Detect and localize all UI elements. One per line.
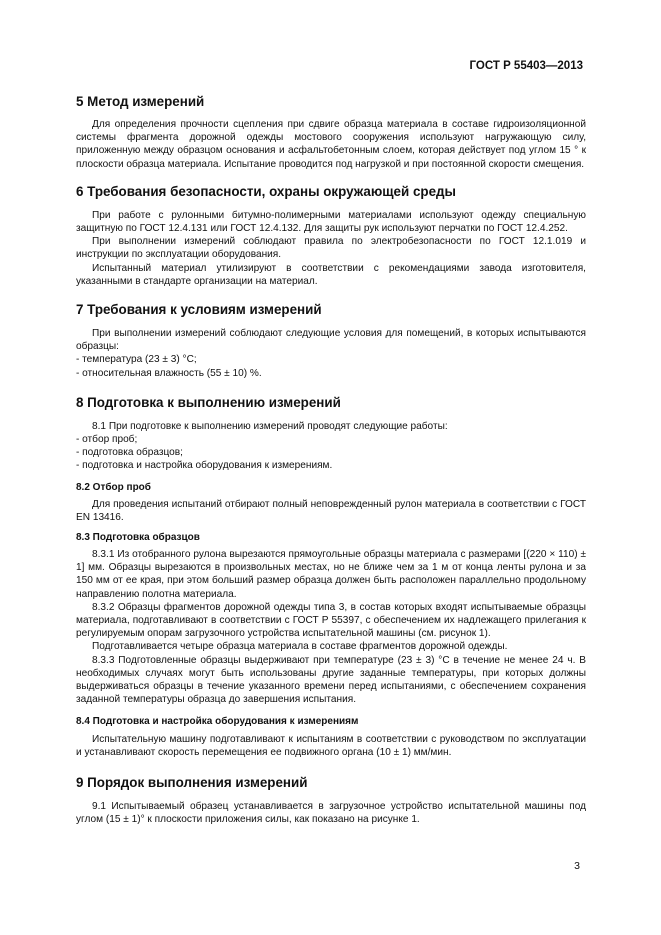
page-number: 3 (574, 860, 580, 872)
section-6-paragraph-2: При выполнении измерений соблюдают правила по электробезопасности по ГОСТ 12.1.019 и инструкции по эксплуатации оборудования. (76, 236, 586, 261)
section-9 (76, 775, 586, 826)
section-6-paragraph-1: При работе с рулонными битумно-полимерными материалами используют одежду специальную защитную по ГОСТ 12.4.131 или ГОСТ 12.4.132. Для защиты рук используют перчатки по ГОСТ 12.4.252. (76, 209, 586, 235)
list-item: - относительная влажность (55 ± 10) %. (76, 367, 262, 379)
section-9-title: 9 Порядок выполнения измерений (76, 774, 308, 790)
section-5-title: 5 Метод измерений (76, 94, 205, 109)
list-item: - подготовка образцов; (76, 447, 183, 459)
section-6-paragraph-3: Испытанный материал утилизируют в соответствии с рекомендациями завода изготовителя, указанными в стандарте организации на материал. (76, 262, 586, 287)
section-7-paragraph: При выполнении измерений соблюдают следующие условия для помещений, в которых испытываются образцы: (76, 328, 586, 353)
page-content (76, 94, 586, 826)
section-8-1-paragraph: 8.1 При подготовке к выполнению измерений проводят следующие работы: (92, 420, 448, 432)
list-item: - температура (23 ± 3) °C; (76, 354, 197, 366)
subsection-8-4-paragraph: Испытательную машину подготавливают к испытаниям в соответствии с руководством по эксплуатации и устанавливают скорость перемещения ее подвижного органа (10 ± 1) мм/мин. (76, 733, 586, 758)
section-7 (76, 302, 586, 380)
list-item: - отбор проб; (76, 434, 138, 446)
section-6-title: 6 Требования безопасности, охраны окружающей среды (76, 183, 456, 199)
subsection-8-4-title: 8.4 Подготовка и настройка оборудования к измерениям (76, 715, 359, 727)
subsection-8-3-3-paragraph: 8.3.3 Подготовленные образцы выдерживают при температуре (23 ± 3) °C в течение не менее 24 ч. В необходимых случаях могут быть использованы другие заданные температуры, при которых должны выдерживаться образцы в течение указанного времени перед испытаниями, с обеспечением сохранения заданной температуры образца до завершения испытания. (76, 654, 586, 706)
section-8-title: 8 Подготовка к выполнению измерений (76, 394, 341, 410)
section-5-paragraph: Для определения прочности сцепления при сдвиге образца материала в составе гидроизоляционной системы фрагмента дорожной одежды мостового сооружения используют нагружающую силу, приложенную между образцом основания и асфальтобетонным слоем, которая действует под углом 15 ° к плоскости образца материала. Испытание проводится под нагрузкой и при постоянной скорости смещения. (76, 119, 586, 170)
subsection-8-3-2-note: Подготавливается четыре образца материала в составе фрагментов дорожной одежды. (92, 641, 508, 653)
list-item: - подготовка и настройка оборудования к измерениям. (76, 460, 333, 472)
subsection-8-3-1-paragraph: 8.3.1 Из отобранного рулона вырезаются прямоугольные образцы материала с размерами [(220 × 110) ± 1] мм. Образцы вырезаются в произвольных местах, но не ближе чем за 1 м от конца ленты рулона и за 150 мм от ее края, при этом больший размер образца должен быть расположен параллельно продольному направлению полотна материала. (76, 549, 586, 600)
section-7-title: 7 Требования к условиям измерений (76, 302, 322, 318)
section-5 (76, 94, 586, 171)
subsection-8-3-title: 8.3 Подготовка образцов (76, 532, 200, 544)
subsection-8-3-2-paragraph: 8.3.2 Образцы фрагментов дорожной одежды типа 3, в состав которых входят испытываемые образцы материала, подготавливают в соответствии с ГОСТ Р 55397, с обеспечением их надлежащего прилегания к регулируемым опорам загрузочного устройства испытательной машины (см. рисунок 1). (76, 601, 586, 640)
section-8 (76, 395, 586, 759)
section-9-1-paragraph: 9.1 Испытываемый образец устанавливается в загрузочное устройство испытательной машины под углом (15 ± 1)° к плоскости приложения силы, как показано на рисунке 1. (76, 800, 586, 826)
subsection-8-2-paragraph: Для проведения испытаний отбирают полный неповрежденный рулон материала в соответствии с ГОСТ EN 13416. (76, 498, 586, 523)
document-code: ГОСТ Р 55403—2013 (469, 60, 583, 72)
section-6 (76, 184, 586, 288)
subsection-8-2-title: 8.2 Отбор проб (76, 481, 151, 493)
